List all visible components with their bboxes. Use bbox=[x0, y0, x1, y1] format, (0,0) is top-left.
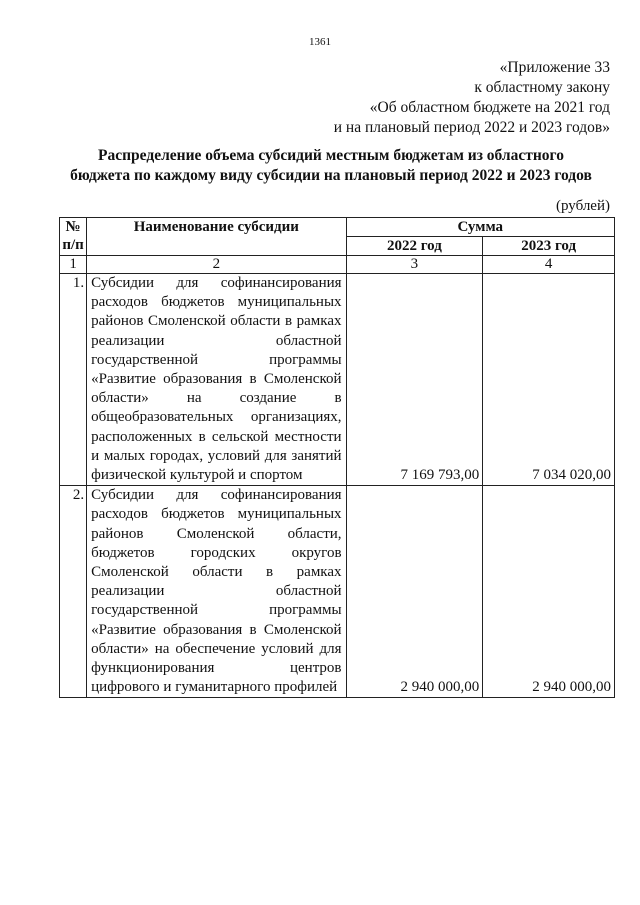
column-index-row bbox=[60, 256, 615, 274]
column-index: 3 bbox=[346, 256, 483, 274]
row-amount-2023: 2 940 000,00 bbox=[483, 486, 615, 698]
appendix-line: и на плановый период 2022 и 2023 годов» bbox=[333, 119, 610, 136]
header-number-line: № bbox=[65, 219, 81, 235]
row-number: 1. bbox=[60, 274, 87, 486]
appendix-line: к областному закону bbox=[474, 79, 610, 96]
header-number-line: п/п bbox=[62, 237, 84, 253]
row-amount-2022: 7 169 793,00 bbox=[346, 274, 483, 486]
table-row bbox=[60, 486, 615, 698]
row-amount-2022: 2 940 000,00 bbox=[346, 486, 483, 698]
table-row bbox=[60, 274, 615, 486]
row-subsidy-name: Субсидии для софинансирования расходов бюджетов муниципальных районов Смоленской области, бюджетов городских округов Смоленской области в рамках реализации областной государственной программы «Развитие образования в Смоленской области» на обеспечение условий для функционирования центров цифрового и гуманитарного профилей bbox=[87, 486, 346, 698]
row-number: 2. bbox=[60, 486, 87, 698]
row-amount-2023: 7 034 020,00 bbox=[483, 274, 615, 486]
appendix-line: «Приложение 33 bbox=[499, 59, 610, 76]
header-sum: Сумма bbox=[346, 218, 614, 237]
column-index: 2 bbox=[87, 256, 346, 274]
title-line: бюджета по каждому виду субсидии на плановый период 2022 и 2023 годов bbox=[70, 167, 592, 184]
column-index: 4 bbox=[483, 256, 615, 274]
header-year-2022: 2022 год bbox=[346, 237, 483, 256]
document-title bbox=[40, 146, 622, 186]
units-label: (рублей) bbox=[555, 198, 610, 214]
appendix-header bbox=[334, 58, 610, 138]
header-number bbox=[60, 218, 87, 256]
column-index: 1 bbox=[60, 256, 87, 274]
header-year-2023: 2023 год bbox=[483, 237, 615, 256]
title-line: Распределение объема субсидий местным бюджетам из областного bbox=[98, 147, 564, 164]
table-header-row bbox=[60, 218, 615, 237]
subsidies-table bbox=[59, 217, 615, 698]
appendix-line: «Об областном бюджете на 2021 год bbox=[369, 99, 610, 116]
header-name: Наименование субсидии bbox=[87, 218, 346, 256]
page-number: 1361 bbox=[309, 36, 331, 48]
row-subsidy-name: Субсидии для софинансирования расходов бюджетов муниципальных районов Смоленской области в рамках реализации областной государственной программы «Развитие образования в Смоленской области» на создание в общеобразовательных организациях, расположенных в сельской местности и малых городах, условий для занятий физической культурой и спортом bbox=[87, 274, 346, 486]
